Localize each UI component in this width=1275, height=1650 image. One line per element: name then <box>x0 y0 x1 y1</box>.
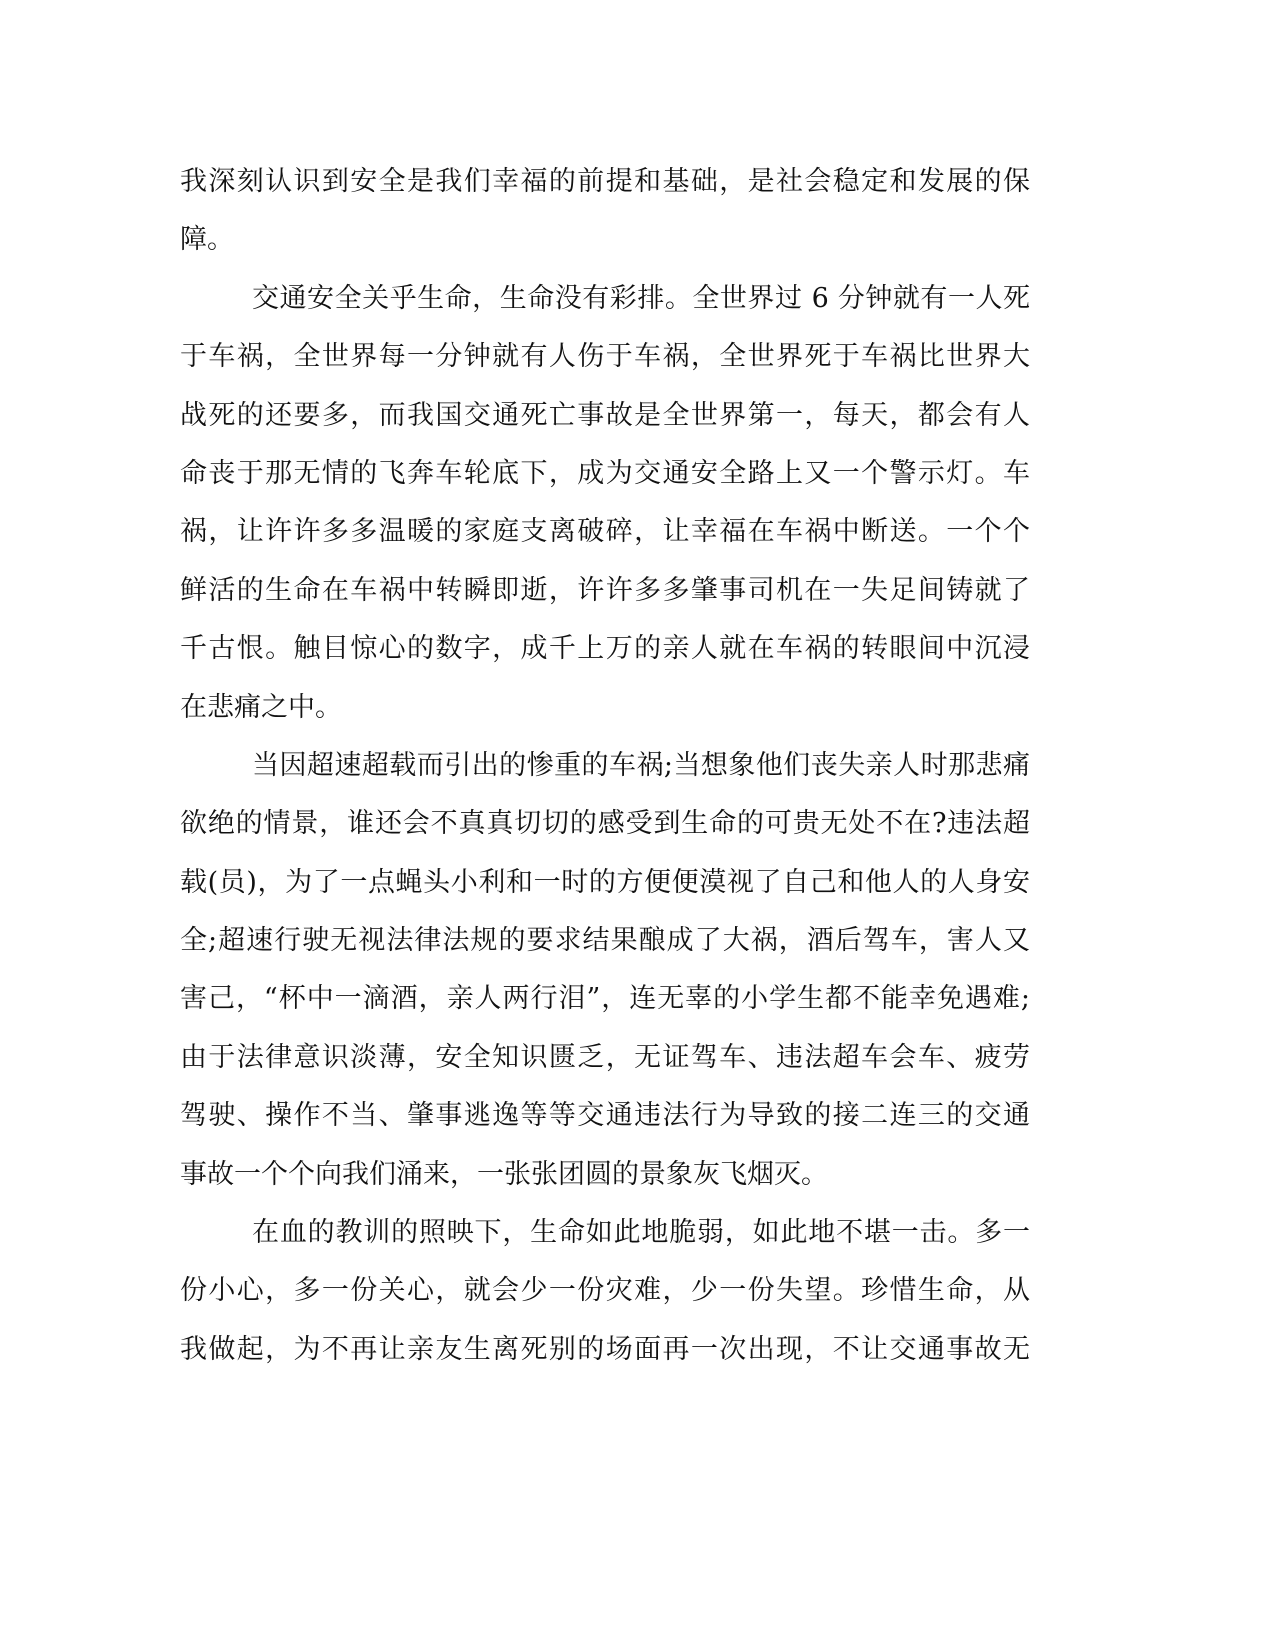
body-text <box>180 153 1030 1379</box>
text-line: 交通安全关乎生命，生命没有彩排。全世界过 6 分钟就有一人死 <box>252 282 1030 314</box>
text-line: 欲绝的情景，谁还会不真真切切的感受到生命的可贵无处不在?违法超 <box>180 808 1030 840</box>
text-line: 命丧于那无情的飞奔车轮底下，成为交通安全路上又一个警示灯。车 <box>180 457 1030 489</box>
text-line: 祸，让许许多多温暖的家庭支离破碎，让幸福在车祸中断送。一个个 <box>180 516 1030 548</box>
text-line: 在悲痛之中。 <box>180 691 342 723</box>
text-line: 载(员)，为了一点蝇头小利和一时的方便便漠视了自己和他人的人身安 <box>180 866 1030 898</box>
text-line: 我深刻认识到安全是我们幸福的前提和基础，是社会稳定和发展的保 <box>180 166 1030 197</box>
text-line: 战死的还要多，而我国交通死亡事故是全世界第一，每天，都会有人 <box>180 399 1030 431</box>
text-line: 份小心，多一份关心，就会少一份灾难，少一份失望。珍惜生命，从 <box>180 1275 1030 1307</box>
text-line: 当因超速超载而引出的惨重的车祸;当想象他们丧失亲人时那悲痛 <box>252 749 1030 781</box>
text-line: 全;超速行驶无视法律法规的要求结果酿成了大祸，酒后驾车，害人又 <box>180 925 1030 957</box>
text-line: 在血的教训的照映下，生命如此地脆弱，如此地不堪一击。多一 <box>252 1217 1030 1249</box>
text-line: 害己，“杯中一滴酒，亲人两行泪”，连无辜的小学生都不能幸免遇难; <box>180 983 1030 1015</box>
text-line: 我做起，为不再让亲友生离死别的场面再一次出现，不让交通事故无 <box>180 1333 1030 1365</box>
text-line: 驾驶、操作不当、肇事逃逸等等交通违法行为导致的接二连三的交通 <box>180 1100 1030 1132</box>
text-line: 由于法律意识淡薄，安全知识匮乏，无证驾车、违法超车会车、疲劳 <box>180 1041 1030 1073</box>
text-line: 于车祸，全世界每一分钟就有人伤于车祸，全世界死于车祸比世界大 <box>180 341 1030 373</box>
text-line: 事故一个个向我们涌来，一张张团圆的景象灰飞烟灭。 <box>180 1158 828 1190</box>
text-line: 千古恨。触目惊心的数字，成千上万的亲人就在车祸的转眼间中沉浸 <box>180 633 1030 665</box>
text-line: 鲜活的生命在车祸中转瞬即逝，许许多多肇事司机在一失足间铸就了 <box>180 574 1030 606</box>
text-line: 障。 <box>180 224 234 256</box>
